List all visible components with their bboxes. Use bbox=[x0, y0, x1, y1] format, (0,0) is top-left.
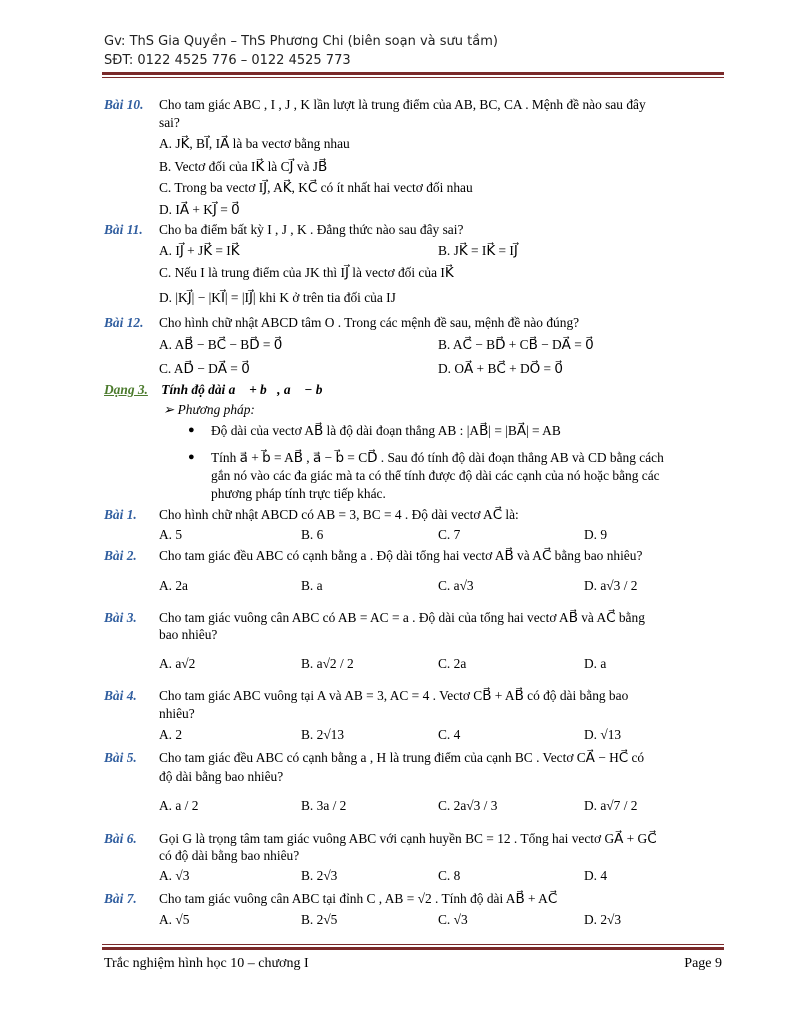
footer-rule bbox=[102, 947, 724, 950]
footer-rule-thin bbox=[102, 944, 724, 945]
option-d: D. a bbox=[584, 656, 607, 671]
problem-text: Cho tam giác đều ABC có cạnh bằng a , H là trung điểm của cạnh BC . Vectơ CA⃗ − HC⃗ có bbox=[159, 750, 645, 765]
header-phone: SĐT: 0122 4525 776 – 0122 4525 773 bbox=[104, 53, 351, 68]
option-b: B. 6 bbox=[301, 527, 324, 542]
option-c: C. 7 bbox=[438, 527, 461, 542]
page-number: Page 9 bbox=[684, 956, 722, 971]
footer-title: Trắc nghiệm hình học 10 – chương I bbox=[104, 956, 309, 971]
header-rule bbox=[102, 72, 724, 75]
option-c: C. 8 bbox=[438, 868, 461, 883]
problem-text: bao nhiêu? bbox=[159, 627, 218, 642]
section-title: Tính độ dài a⃗ + b⃗, a⃗ − b⃗ bbox=[161, 382, 333, 397]
option-a: A. AB⃗ − BC⃗ − BD⃗ = 0⃗ bbox=[159, 337, 283, 352]
problem-text: sai? bbox=[159, 115, 180, 130]
option-a: A. √5 bbox=[159, 912, 190, 927]
problem-text: độ dài bằng bao nhiêu? bbox=[159, 769, 284, 784]
option-c: C. a√3 bbox=[438, 578, 474, 593]
problem-label: Bài 11. bbox=[104, 222, 143, 237]
option-c: C. Trong ba vectơ IJ⃗, AK⃗, KC⃗ có ít nhất hai vectơ đối nhau bbox=[159, 180, 473, 195]
problem-text: Cho hình chữ nhật ABCD có AB = 3, BC = 4 . Độ dài vectơ AC⃗ là: bbox=[159, 507, 519, 522]
option-a: A. 2 bbox=[159, 727, 183, 742]
option-c: C. 4 bbox=[438, 727, 461, 742]
problem-text: Gọi G là trọng tâm tam giác vuông ABC với cạnh huyền BC = 12 . Tổng hai vectơ GA⃗ + GC⃗ bbox=[159, 831, 657, 846]
option-d: D. 4 bbox=[584, 868, 608, 883]
option-b: B. AC⃗ − BD⃗ + CB⃗ − DA⃗ = 0⃗ bbox=[438, 337, 594, 352]
option-c: C. Nếu I là trung điểm của JK thì IJ⃗ là vectơ đối của IK⃗ bbox=[159, 265, 454, 280]
option-b: B. a√2 / 2 bbox=[301, 656, 354, 671]
option-d: D. a√3 / 2 bbox=[584, 578, 638, 593]
option-b: B. JK⃗ = IK⃗ = IJ⃗ bbox=[438, 243, 518, 258]
method-heading: ➢ Phương pháp: bbox=[163, 402, 255, 417]
option-b: B. 2√5 bbox=[301, 912, 338, 927]
option-a: A. 5 bbox=[159, 527, 183, 542]
method-point: Tính a⃗ + b⃗ = AB⃗ , a⃗ − b⃗ = CD⃗ . Sau đó tính độ dài đoạn thẳng AB và CD bằng cách bbox=[211, 450, 664, 465]
option-a: A. √3 bbox=[159, 868, 190, 883]
problem-label: Bài 6. bbox=[104, 831, 137, 846]
section-label: Dạng 3. bbox=[104, 382, 148, 397]
option-c: C. √3 bbox=[438, 912, 468, 927]
problem-text: Cho ba điểm bất kỳ I , J , K . Đẳng thức nào sau đây sai? bbox=[159, 222, 464, 237]
option-d: D. a√7 / 2 bbox=[584, 798, 638, 813]
option-d: D. OA⃗ + BC⃗ + DO⃗ = 0⃗ bbox=[438, 361, 563, 376]
problem-label: Bài 5. bbox=[104, 750, 137, 765]
problem-text: nhiêu? bbox=[159, 706, 195, 721]
option-d: D. 2√3 bbox=[584, 912, 622, 927]
problem-label: Bài 12. bbox=[104, 315, 144, 330]
option-c: C. 2a bbox=[438, 656, 467, 671]
option-a: A. IJ⃗ + JK⃗ = IK⃗ bbox=[159, 243, 240, 258]
problem-label: Bài 7. bbox=[104, 891, 137, 906]
option-d: D. √13 bbox=[584, 727, 622, 742]
method-point: gắn nó vào các đa giác mà ta có thể tính được độ dài các cạnh của nó hoặc bằng các bbox=[211, 468, 660, 483]
option-a: A. a√2 bbox=[159, 656, 196, 671]
option-b: B. a bbox=[301, 578, 323, 593]
problem-text: Cho tam giác vuông cân ABC tại đỉnh C , AB = √2 . Tính độ dài AB⃗ + AC⃗ bbox=[159, 891, 558, 906]
option-c: C. 2a√3 / 3 bbox=[438, 798, 498, 813]
bullet-icon: ● bbox=[188, 451, 195, 463]
problem-label: Bài 10. bbox=[104, 97, 144, 112]
problem-text: Cho tam giác vuông cân ABC có AB = AC = a . Độ dài của tổng hai vectơ AB⃗ và AC⃗ bằng bbox=[159, 610, 645, 625]
problem-text: Cho hình chữ nhật ABCD tâm O . Trong các mệnh đề sau, mệnh đề nào đúng? bbox=[159, 315, 580, 330]
option-b: B. Vectơ đối của IK⃗ là CJ⃗ và JB⃗ bbox=[159, 159, 328, 174]
bullet-icon: ● bbox=[188, 424, 195, 436]
problem-text: Cho tam giác đều ABC có cạnh bằng a . Độ dài tổng hai vectơ AB⃗ và AC⃗ bằng bao nhiêu? bbox=[159, 548, 643, 563]
problem-label: Bài 3. bbox=[104, 610, 137, 625]
option-a: A. a / 2 bbox=[159, 798, 199, 813]
option-c: C. AD⃗ − DA⃗ = 0⃗ bbox=[159, 361, 250, 376]
option-d: D. 9 bbox=[584, 527, 608, 542]
problem-label: Bài 2. bbox=[104, 548, 137, 563]
problem-text: Cho tam giác ABC , I , J , K lần lượt là trung điểm của AB, BC, CA . Mệnh đề nào sau đây bbox=[159, 97, 646, 112]
header-rule-thin bbox=[102, 77, 724, 78]
option-d: D. IA⃗ + KJ⃗ = 0⃗ bbox=[159, 202, 240, 217]
option-a: A. JK⃗, BI⃗, IA⃗ là ba vectơ bằng nhau bbox=[159, 136, 350, 151]
option-b: B. 2√13 bbox=[301, 727, 345, 742]
option-d: D. |KJ⃗| − |KI⃗| = |IJ⃗| khi K ở trên tia đối của IJ bbox=[159, 290, 396, 305]
problem-text: Cho tam giác ABC vuông tại A và AB = 3, AC = 4 . Vectơ CB⃗ + AB⃗ có độ dài bằng bao bbox=[159, 688, 629, 703]
option-a: A. 2a bbox=[159, 578, 189, 593]
option-b: B. 3a / 2 bbox=[301, 798, 347, 813]
problem-text: có độ dài bằng bao nhiêu? bbox=[159, 848, 300, 863]
problem-label: Bài 4. bbox=[104, 688, 137, 703]
header-author: Gv: ThS Gia Quyền – ThS Phương Chi (biên soạn và sưu tầm) bbox=[104, 34, 498, 49]
problem-label: Bài 1. bbox=[104, 507, 137, 522]
section-heading bbox=[104, 382, 333, 398]
option-b: B. 2√3 bbox=[301, 868, 338, 883]
method-point: Độ dài của vectơ AB⃗ là độ dài đoạn thẳng AB : |AB⃗| = |BA⃗| = AB bbox=[211, 423, 561, 438]
method-point: phương pháp tính trực tiếp khác. bbox=[211, 486, 386, 501]
